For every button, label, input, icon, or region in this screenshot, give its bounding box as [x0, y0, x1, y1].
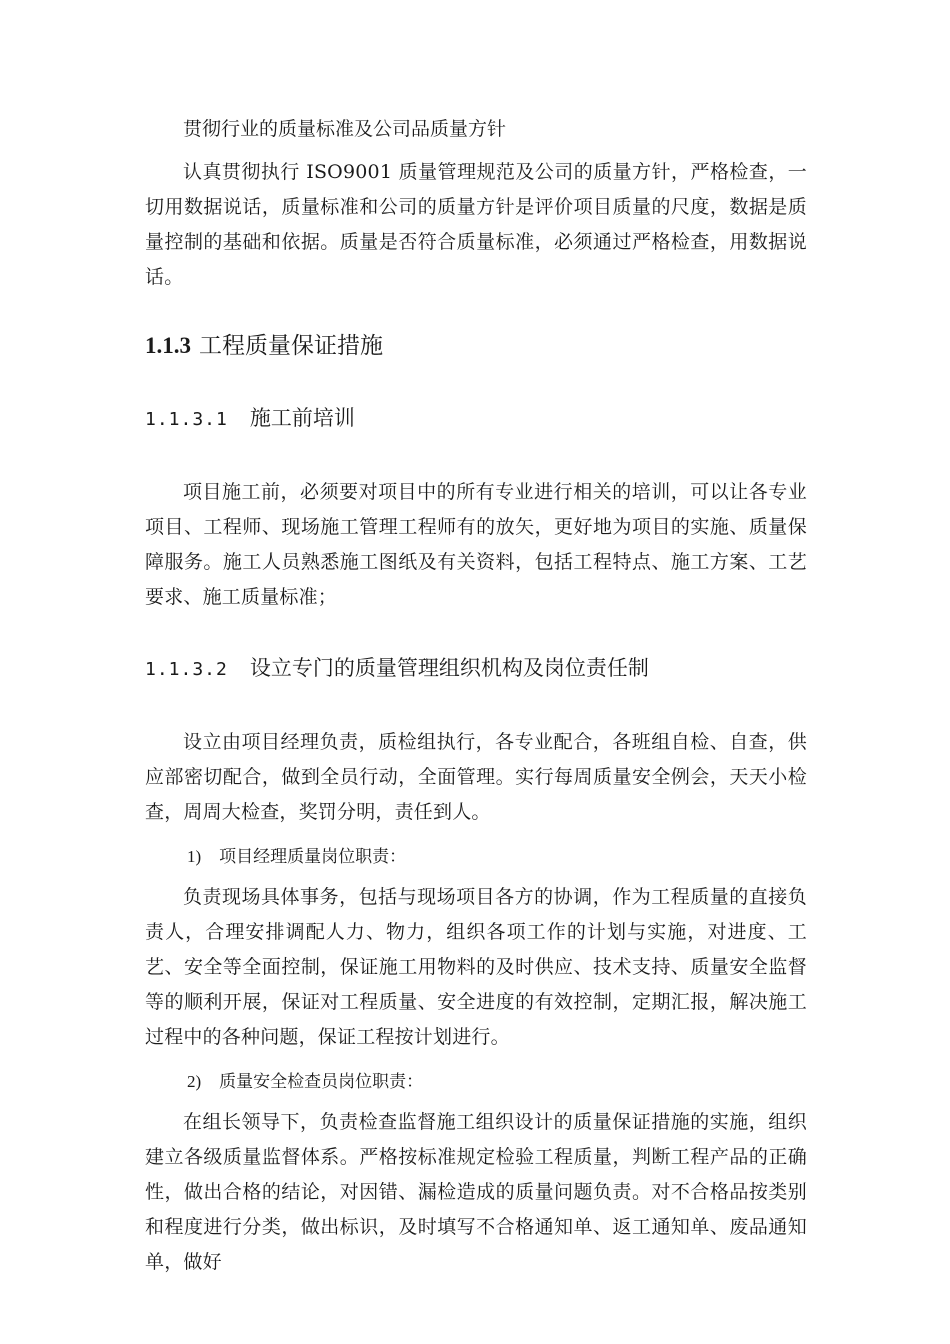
- subsection-title: 设立专门的质量管理组织机构及岗位责任制: [249, 656, 649, 680]
- item-2-paragraph: 在组长领导下，负责检查监督施工组织设计的质量保证措施的实施，组织建立各级质量监督体系。严格按标准规定检验工程质量，判断工程产品的正确性，做出合格的结论，对因错、漏检造成的质量问题负责。对不合格品按类别和程度进行分类，做出标识，及时填写不合格通知单、返工通知单、废品通知单，做好: [145, 1111, 807, 1273]
- document-body: [145, 112, 807, 1280]
- subsection-2-paragraph: 设立由项目经理负责，质检组执行，各专业配合，各班组自检、自查，供应部密切配合，做到全员行动，全面管理。实行每周质量安全例会，天天小检查，周周大检查，奖罚分明，责任到人。: [145, 731, 807, 823]
- intro-title: 贯彻行业的质量标准及公司品质量方针: [183, 118, 507, 140]
- subsection-title: 施工前培训: [249, 406, 355, 430]
- subsection-1-paragraph: 项目施工前，必须要对项目中的所有专业进行相关的培训，可以让各专业项目、工程师、现场施工管理工程师有的放矢，更好地为项目的实施、质量保障服务。施工人员熟悉施工图纸及有关资料，包括工程特点、施工方案、工艺要求、施工质量标准；: [145, 481, 807, 608]
- item-1-paragraph: 负责现场具体事务，包括与现场项目各方的协调，作为工程质量的直接负责人，合理安排调配人力、物力，组织各项工作的计划与实施，对进度、工艺、安全等全面控制，保证施工用物料的及时供应、技术支持、质量安全监督等的顺利开展，保证对工程质量、安全进度的有效控制，定期汇报，解决施工过程中的各种问题，保证工程按计划进行。: [145, 886, 807, 1048]
- list-item-label: 项目经理质量岗位职责：: [219, 847, 407, 867]
- intro-paragraph: 认真贯彻执行 ISO9001 质量管理规范及公司的质量方针，严格检查，一切用数据说话，质量标准和公司的质量方针是评价项目质量的尺度，数据是质量控制的基础和依据。质量是否符合质量标准，必须通过严格检查，用数据说话。: [145, 161, 807, 288]
- list-item: [145, 1071, 807, 1093]
- list-item: [145, 846, 807, 868]
- list-marker: 1): [187, 847, 202, 866]
- section-heading: [145, 329, 807, 363]
- list-marker: 2): [187, 1072, 202, 1091]
- subsection-number: 1.1.3.2: [145, 659, 228, 680]
- section-number: 1.1.3: [145, 333, 191, 358]
- section-title: 工程质量保证措施: [199, 333, 383, 359]
- list-item-label: 质量安全检查员岗位职责：: [219, 1072, 424, 1092]
- subsection-heading-2: [145, 653, 807, 685]
- subsection-number: 1.1.3.1: [145, 409, 228, 430]
- subsection-heading-1: [145, 403, 807, 435]
